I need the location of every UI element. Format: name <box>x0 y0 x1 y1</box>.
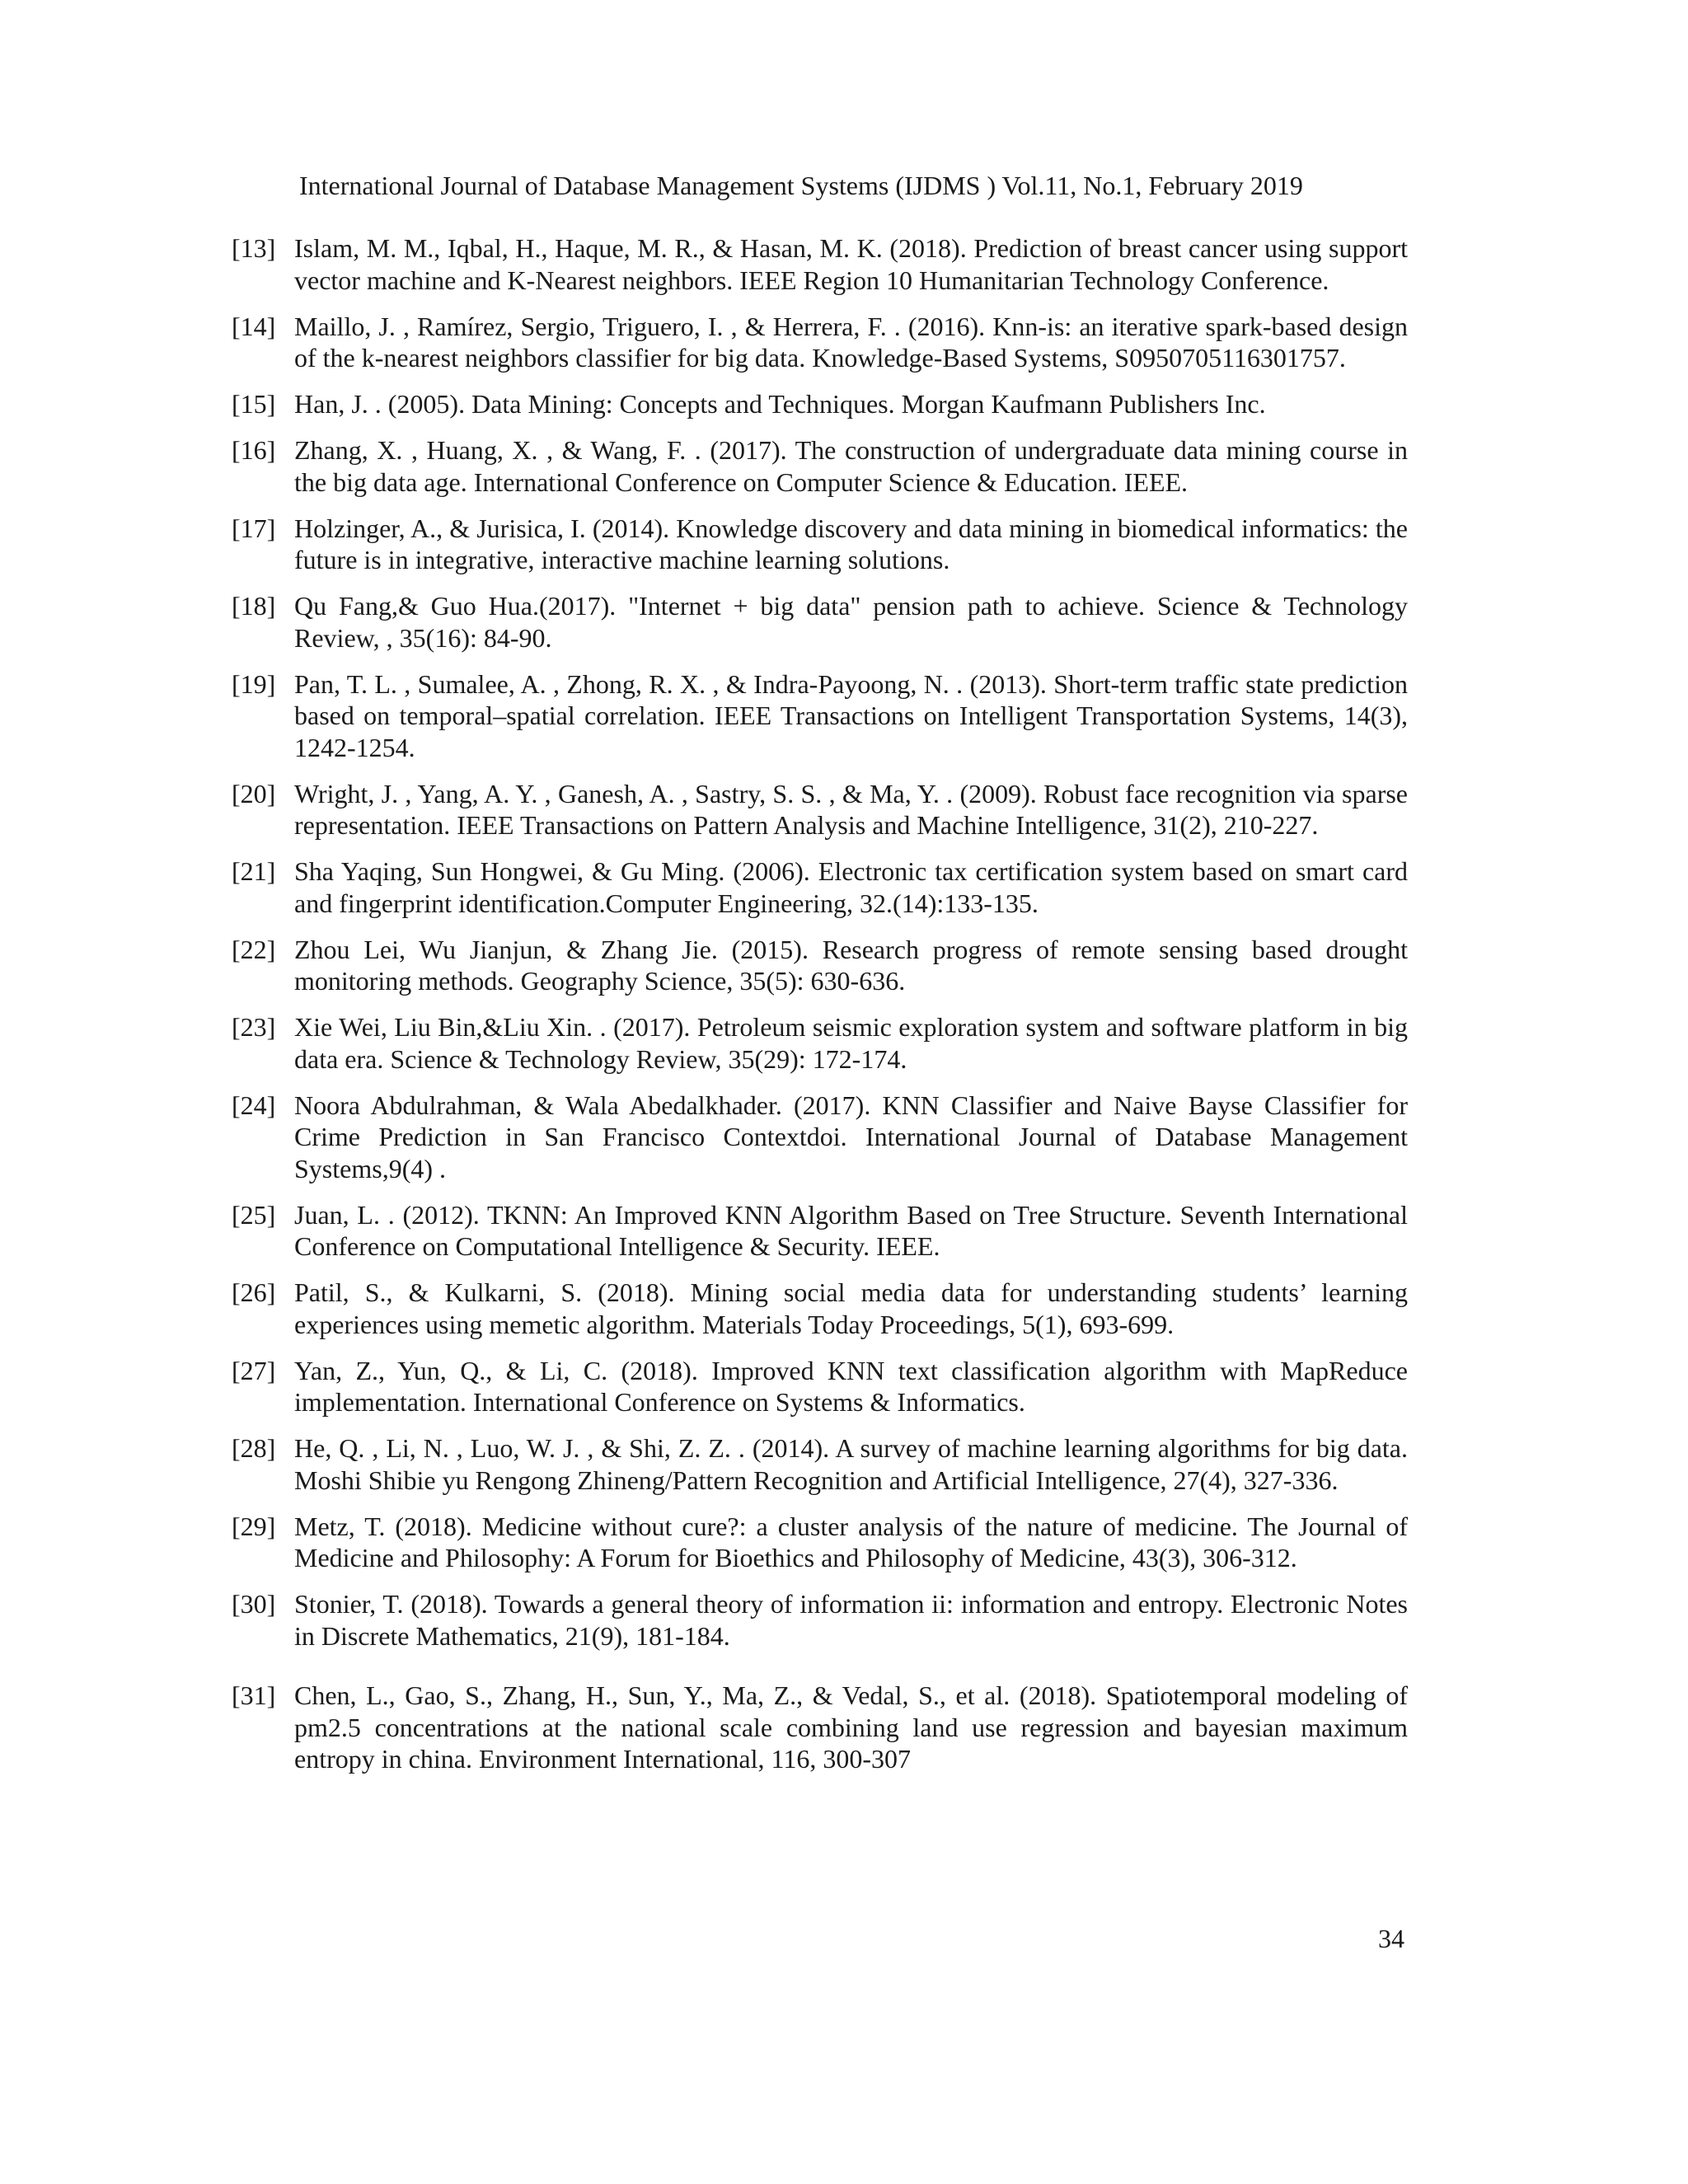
reference-text: Chen, L., Gao, S., Zhang, H., Sun, Y., Ma, Z., & Vedal, S., et al. (2018). Spatiotemporal modeling of pm2.5 concentrations at the national scale combining land use regression and bayesian maximum entropy in china. Environment International, 116, 300-307 <box>294 1680 1408 1774</box>
reference-text: Noora Abdulrahman, & Wala Abedalkhader. (2017). KNN Classifier and Naive Bayse Classifier for Crime Prediction in San Francisco Contextdoi. International Journal of Database Management Systems,9(4) . <box>294 1090 1408 1183</box>
reference-number: [21] <box>232 856 276 886</box>
reference-number: [15] <box>232 389 276 419</box>
reference-item <box>232 434 1408 498</box>
reference-text: Yan, Z., Yun, Q., & Li, C. (2018). Improved KNN text classification algorithm with MapReduce implementation. International Conference on Systems & Informatics. <box>294 1355 1408 1417</box>
reference-item <box>232 1588 1408 1652</box>
reference-text: Han, J. . (2005). Data Mining: Concepts and Techniques. Morgan Kaufmann Publishers Inc. <box>294 389 1266 419</box>
reference-item <box>232 513 1408 576</box>
reference-text: Zhou Lei, Wu Jianjun, & Zhang Jie. (2015). Research progress of remote sensing based drought monitoring methods. Geography Science, 35(5): 630-636. <box>294 934 1408 996</box>
reference-item <box>232 1432 1408 1496</box>
reference-item <box>232 311 1408 374</box>
reference-number: [29] <box>232 1511 276 1541</box>
reference-item <box>232 388 1408 420</box>
reference-number: [25] <box>232 1199 276 1230</box>
reference-number: [16] <box>232 435 276 465</box>
reference-text: Islam, M. M., Iqbal, H., Haque, M. R., & Hasan, M. K. (2018). Prediction of breast cancer using support vector machine and K-Nearest neighbors. IEEE Region 10 Humanitarian Technology Conference. <box>294 233 1408 295</box>
reference-text: Juan, L. . (2012). TKNN: An Improved KNN Algorithm Based on Tree Structure. Seventh International Conference on Computational Intelligence & Security. IEEE. <box>294 1199 1408 1261</box>
reference-text: Wright, J. , Yang, A. Y. , Ganesh, A. , Sastry, S. S. , & Ma, Y. . (2009). Robust face recognition via sparse representation. IEEE Transactions on Pattern Analysis and Machine Intelligence, 31(2), 210-227. <box>294 778 1408 840</box>
reference-number: [24] <box>232 1090 276 1120</box>
reference-item <box>232 1511 1408 1574</box>
reference-text: Sha Yaqing, Sun Hongwei, & Gu Ming. (2006). Electronic tax certification system based on smart card and fingerprint identification.Computer Engineering, 32.(14):133-135. <box>294 856 1408 918</box>
reference-number: [23] <box>232 1012 276 1042</box>
reference-list <box>232 232 1408 1789</box>
reference-text: Pan, T. L. , Sumalee, A. , Zhong, R. X. , & Indra-Payoong, N. . (2013). Short-term traffic state prediction based on temporal–spatial correlation. IEEE Transactions on Intelligent Transportation Systems, 14(3), 1242-1254. <box>294 668 1408 762</box>
reference-text: Holzinger, A., & Jurisica, I. (2014). Knowledge discovery and data mining in biomedical informatics: the future is in integrative, interactive machine learning solutions. <box>294 513 1408 574</box>
reference-number: [14] <box>232 311 276 341</box>
reference-number: [26] <box>232 1277 276 1307</box>
reference-item <box>232 934 1408 997</box>
reference-number: [31] <box>232 1680 276 1710</box>
reference-number: [22] <box>232 934 276 964</box>
reference-number: [19] <box>232 668 276 699</box>
reference-item <box>232 668 1408 764</box>
reference-number: [17] <box>232 513 276 543</box>
reference-item <box>232 1277 1408 1340</box>
reference-item <box>232 1090 1408 1185</box>
reference-text: Xie Wei, Liu Bin,&Liu Xin. . (2017). Petroleum seismic exploration system and software platform in big data era. Science & Technology Review, 35(29): 172-174. <box>294 1012 1408 1074</box>
reference-text: Stonier, T. (2018). Towards a general theory of information ii: information and entropy. Electronic Notes in Discrete Mathematics, 21(9), 181-184. <box>294 1589 1408 1651</box>
reference-item <box>232 855 1408 919</box>
running-header: International Journal of Database Management Systems (IJDMS ) Vol.11, No.1, February 2019 <box>299 171 1303 200</box>
reference-text: He, Q. , Li, N. , Luo, W. J. , & Shi, Z. Z. . (2014). A survey of machine learning algorithms for big data. Moshi Shibie yu Rengong Zhineng/Pattern Recognition and Artificial Intelligence, 27(4), 327-336. <box>294 1433 1408 1495</box>
reference-text: Zhang, X. , Huang, X. , & Wang, F. . (2017). The construction of undergraduate data mining course in the big data age. International Conference on Computer Science & Education. IEEE. <box>294 435 1408 497</box>
page-number: 34 <box>1378 1924 1404 1953</box>
reference-number: [27] <box>232 1355 276 1385</box>
reference-text: Metz, T. (2018). Medicine without cure?: a cluster analysis of the nature of medicine. The Journal of Medicine and Philosophy: A Forum for Bioethics and Philosophy of Medicine, 43(3), 306-312. <box>294 1511 1408 1572</box>
reference-item <box>232 1355 1408 1418</box>
reference-text: Patil, S., & Kulkarni, S. (2018). Mining social media data for understanding students’ learning experiences using memetic algorithm. Materials Today Proceedings, 5(1), 693-699. <box>294 1277 1408 1339</box>
reference-item <box>232 232 1408 296</box>
reference-item <box>232 1680 1408 1775</box>
reference-item <box>232 1011 1408 1075</box>
reference-number: [28] <box>232 1433 276 1463</box>
reference-item <box>232 590 1408 654</box>
reference-text: Maillo, J. , Ramírez, Sergio, Triguero, I. , & Herrera, F. . (2016). Knn-is: an iterative spark-based design of the k-nearest neighbors classifier for big data. Knowledge-Based Systems, S0950705116301757. <box>294 311 1408 373</box>
reference-number: [20] <box>232 778 276 808</box>
reference-number: [13] <box>232 233 276 263</box>
reference-text: Qu Fang,& Guo Hua.(2017). "Internet + big data" pension path to achieve. Science & Technology Review, , 35(16): 84-90. <box>294 591 1408 653</box>
reference-item <box>232 1199 1408 1263</box>
reference-item <box>232 778 1408 841</box>
reference-number: [18] <box>232 591 276 621</box>
reference-number: [30] <box>232 1589 276 1619</box>
